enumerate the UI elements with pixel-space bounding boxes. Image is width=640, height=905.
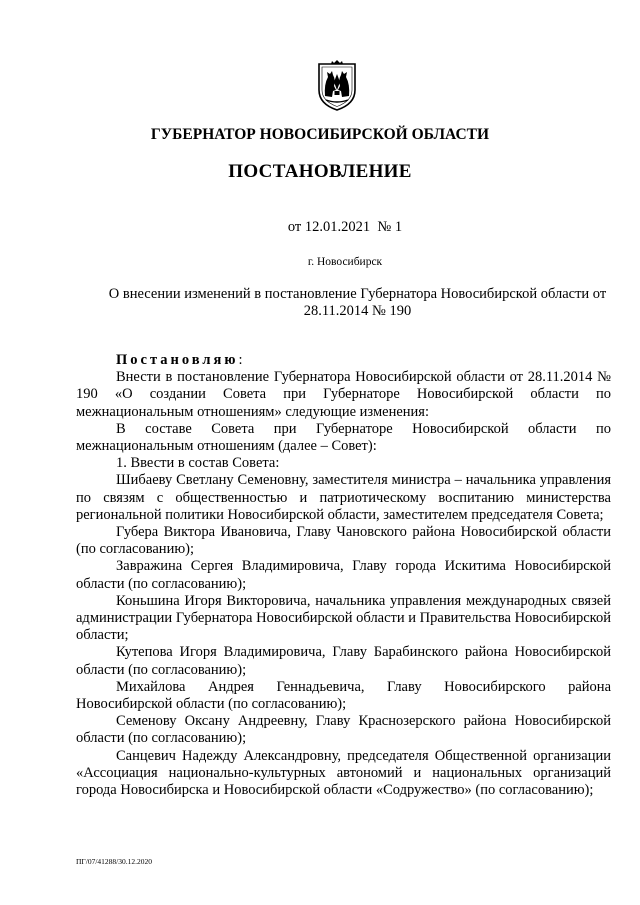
decree-colon: : bbox=[238, 352, 243, 368]
paragraph: В составе Совета при Губернаторе Новосибирской области по межнациональным отношениям (далее – Совет): bbox=[76, 420, 611, 455]
document-body bbox=[76, 352, 611, 799]
paragraph: Санцевич Надежду Александровну, председателя Общественной организации «Ассоциация национально-культурных автономий и национальных организаций города Новосибирска и Новосибирской области «Содружество» (по согласованию); bbox=[76, 747, 611, 799]
paragraph: Шибаеву Светлану Семеновну, заместителя министра – начальника управления по связям с общественностью и патриотическому воспитанию министерства региональной политики Новосибирской области, заместителем председателя Совета; bbox=[76, 472, 611, 523]
paragraph: Губера Виктора Ивановича, Главу Чановского района Новосибирской области (по согласованию); bbox=[76, 524, 611, 558]
issuer-title: ГУБЕРНАТОР НОВОСИБИРСКОЙ ОБЛАСТИ bbox=[150, 126, 490, 143]
coat-of-arms-icon bbox=[315, 60, 359, 112]
decree-text: Постановляю bbox=[116, 352, 239, 368]
document-date-number: от 12.01.2021 № 1 bbox=[287, 219, 403, 235]
footer-registration-code: ПГ/07/41288/30.12.2020 bbox=[76, 857, 153, 866]
document-subject: О внесении изменений в постановление Губернатора Новосибирской области от 28.11.2014 № 190 bbox=[108, 286, 607, 319]
document-city: г. Новосибирск bbox=[307, 256, 383, 268]
paragraph: Кутепова Игоря Владимировича, Главу Барабинского района Новосибирской области (по согласованию); bbox=[76, 644, 611, 678]
paragraph: 1. Ввести в состав Совета: bbox=[116, 455, 280, 472]
paragraph: Коньшина Игоря Викторовича, начальника управления международных связей администрации Губернатора Новосибирской области и Правительства Новосибирской области; bbox=[76, 592, 611, 644]
paragraph: Завражина Сергея Владимировича, Главу города Искитима Новосибирской области (по согласованию); bbox=[76, 558, 611, 592]
document-type: ПОСТАНОВЛЕНИЕ bbox=[228, 161, 412, 182]
paragraph: Семенову Оксану Андреевну, Главу Краснозерского района Новосибирской области (по согласованию); bbox=[76, 713, 611, 747]
paragraph: Михайлова Андрея Геннадьевича, Главу Новосибирского района Новосибирской области (по согласованию); bbox=[76, 678, 611, 713]
paragraph: Внести в постановление Губернатора Новосибирской области от 28.11.2014 № 190 «О создании Совета при Губернаторе Новосибирской области по межнациональным отношениям» следующие изменения: bbox=[76, 369, 611, 420]
decree-word bbox=[76, 352, 611, 369]
